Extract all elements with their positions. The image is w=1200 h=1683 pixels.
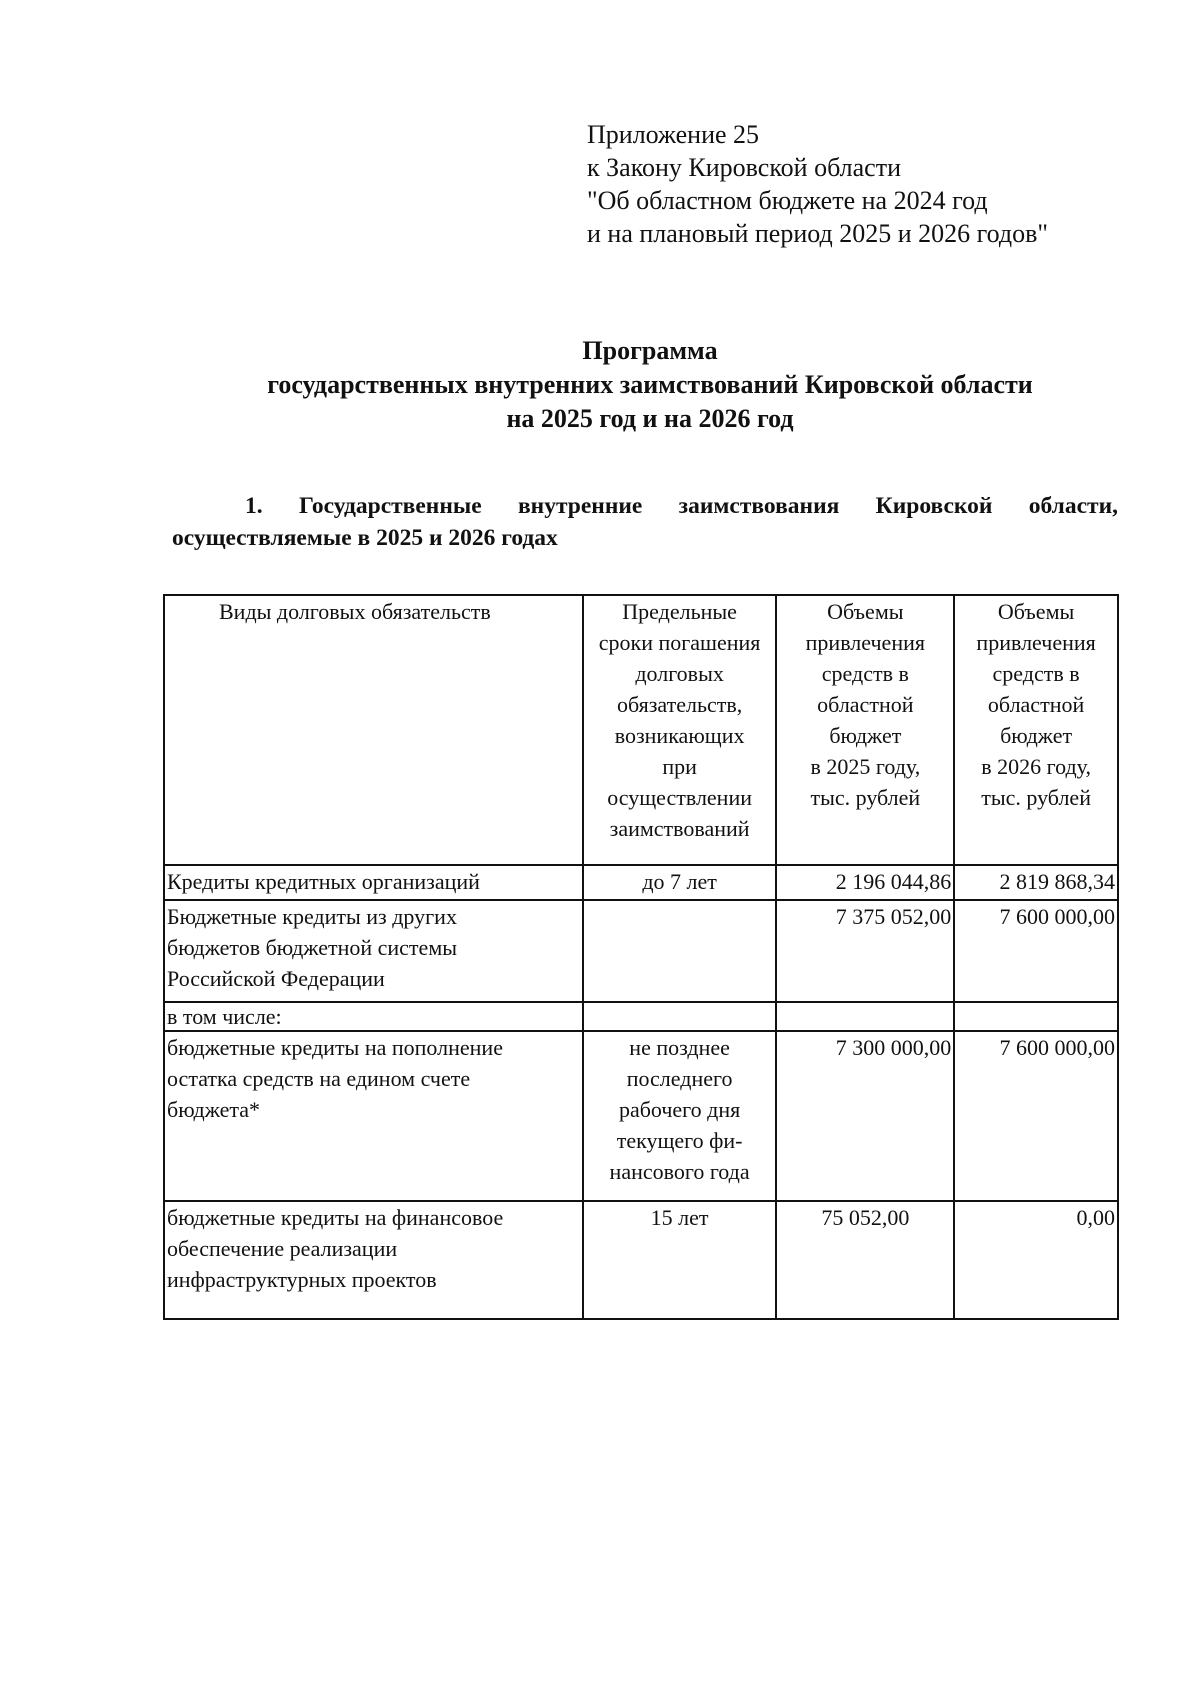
table-header-row <box>164 595 1118 865</box>
cell-volume-2025: 7 375 052,00 <box>776 900 954 1002</box>
header-line: привлечения <box>976 630 1096 655</box>
cell-line: Российской Федерации <box>167 966 385 991</box>
header-line: областной <box>987 692 1085 717</box>
cell-volume-2025 <box>776 1002 954 1031</box>
header-cell-volume-2025 <box>776 595 954 865</box>
cell-line: последнего <box>626 1066 733 1091</box>
table-row <box>164 1002 1118 1031</box>
cell-volume-2025: 2 196 044,86 <box>776 865 954 900</box>
cell-line: нансового года <box>609 1159 750 1184</box>
header-line: тыс. рублей <box>981 785 1091 810</box>
cell-line: бюджетные кредиты на финансовое <box>167 1205 504 1230</box>
cell-volume-2025: 7 300 000,00 <box>776 1031 954 1201</box>
header-line: при <box>662 754 697 779</box>
table-row <box>164 1031 1118 1201</box>
header-cell-debt-type <box>164 595 583 865</box>
header-line: бюджет <box>829 723 902 748</box>
header-line: привлечения <box>805 630 925 655</box>
cell-volume-2026: 0,00 <box>954 1201 1118 1319</box>
cell-volume-2026 <box>954 1002 1118 1031</box>
cell-term <box>583 1002 777 1031</box>
cell-debt-type <box>164 865 583 900</box>
document-title <box>150 334 1150 436</box>
appendix-line: и на плановый период 2025 и 2026 годов" <box>587 219 1049 248</box>
cell-line: не позднее <box>629 1035 730 1060</box>
header-line: в 2026 году, <box>981 754 1091 779</box>
header-line: тыс. рублей <box>810 785 921 810</box>
cell-volume-2026: 7 600 000,00 <box>954 1031 1118 1201</box>
header-line: заимствований <box>609 816 750 841</box>
header-cell-term <box>583 595 777 865</box>
cell-line: инфраструктурных проектов <box>167 1267 437 1292</box>
header-line: сроки погашения <box>598 630 761 655</box>
cell-volume-2025: 75 052,00 <box>776 1201 954 1319</box>
cell-volume-2026: 7 600 000,00 <box>954 900 1118 1002</box>
cell-term <box>583 1031 777 1201</box>
header-line: в 2025 году, <box>810 754 921 779</box>
cell-term <box>583 865 777 900</box>
cell-volume-2026: 2 819 868,34 <box>954 865 1118 900</box>
cell-term <box>583 900 777 1002</box>
cell-line: обеспечение реализации <box>167 1236 398 1261</box>
cell-line: Кредиты кредитных организаций <box>167 869 480 894</box>
cell-term <box>583 1201 777 1319</box>
cell-line: бюджета* <box>167 1097 261 1122</box>
cell-line: Бюджетные кредиты из других <box>167 904 457 929</box>
cell-line: текущего фи- <box>616 1128 743 1153</box>
header-cell-volume-2026 <box>954 595 1118 865</box>
header-line: средств в <box>821 661 909 686</box>
header-line: обязательств, <box>616 692 743 717</box>
cell-line: рабочего дня <box>618 1097 741 1122</box>
cell-debt-type <box>164 900 583 1002</box>
header-line: средств в <box>992 661 1080 686</box>
title-line: на 2025 год и на 2026 год <box>506 404 794 433</box>
appendix-line: "Об областном бюджете на 2024 год <box>587 186 988 215</box>
header-line: областной <box>817 692 914 717</box>
appendix-reference <box>587 118 1048 250</box>
header-line: долговых <box>635 661 724 686</box>
appendix-line: к Закону Кировской области <box>587 153 901 182</box>
cell-line: бюджетные кредиты на пополнение <box>167 1035 503 1060</box>
cell-line: до 7 лет <box>642 869 717 894</box>
cell-line: бюджетов бюджетной системы <box>167 935 458 960</box>
header-line: Виды долговых обязательств <box>219 599 491 624</box>
cell-line: в том числе: <box>167 1004 282 1029</box>
table-row <box>164 865 1118 900</box>
section-heading <box>172 490 1118 554</box>
header-line: Объемы <box>997 599 1075 624</box>
section-heading-line: осуществляемые в 2025 и 2026 годах <box>172 525 558 551</box>
table-row <box>164 1201 1118 1319</box>
title-line: Программа <box>582 336 718 365</box>
appendix-line: Приложение 25 <box>587 120 760 149</box>
header-line: возникающих <box>614 723 745 748</box>
cell-debt-type <box>164 1002 583 1031</box>
borrowings-table <box>163 594 1119 1320</box>
table-row <box>164 900 1118 1002</box>
cell-debt-type <box>164 1201 583 1319</box>
title-line: государственных внутренних заимствований Кировской области <box>267 370 1033 399</box>
header-line: Предельные <box>622 599 737 624</box>
header-line: Объемы <box>827 599 904 624</box>
section-heading-line: 1. Государственные внутренние заимствования Кировской области, <box>245 493 1118 519</box>
cell-line: остатка средств на едином счете <box>167 1066 471 1091</box>
header-line: осуществлении <box>607 785 753 810</box>
cell-debt-type <box>164 1031 583 1201</box>
cell-line: 15 лет <box>650 1205 709 1230</box>
header-line: бюджет <box>1000 723 1073 748</box>
